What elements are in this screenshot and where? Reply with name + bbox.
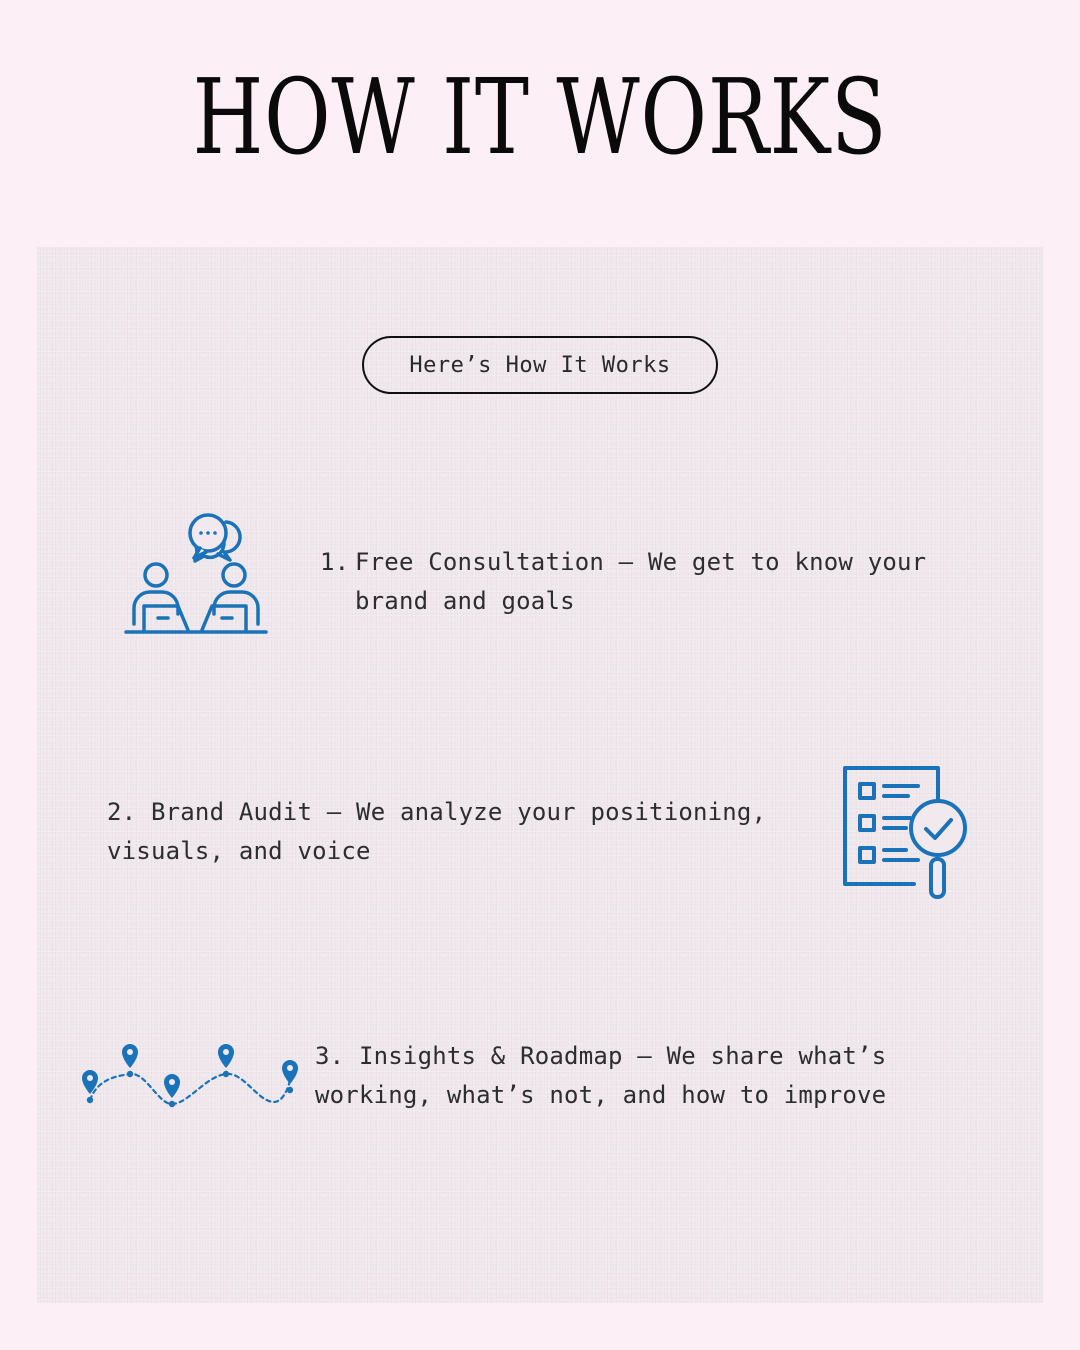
roadmap-pins-icon — [78, 1040, 302, 1114]
step-description: Insights & Roadmap – We share what’s working, what’s not, and how to improve — [315, 1042, 887, 1109]
step-consultation — [320, 543, 1000, 621]
audit-checklist-icon — [840, 764, 972, 904]
step-brand-audit — [107, 793, 827, 871]
step-number: 2. — [107, 798, 137, 826]
step-description: Brand Audit – We analyze your positioning, visuals, and voice — [107, 798, 767, 865]
how-it-works-badge: Here’s How It Works — [362, 336, 718, 394]
step-description: Free Consultation – We get to know your brand and goals — [355, 548, 927, 615]
step-insights-roadmap — [315, 1037, 1015, 1115]
step-number: 1. — [320, 548, 350, 576]
page-title: HOW IT WORKS — [192, 56, 888, 178]
step-number: 3. — [315, 1042, 345, 1070]
consultation-icon — [122, 512, 270, 638]
